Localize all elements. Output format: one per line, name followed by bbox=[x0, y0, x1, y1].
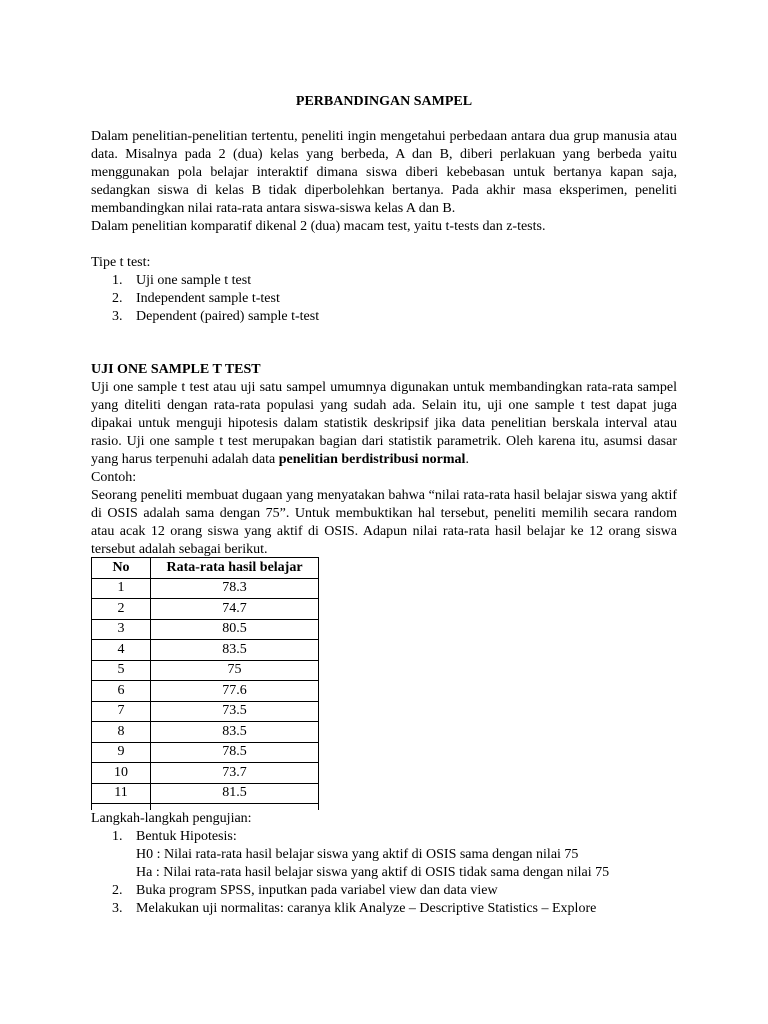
list-item: 1. Bentuk Hipotesis: bbox=[112, 829, 237, 844]
bold-phrase: penelitian berdistribusi normal bbox=[278, 452, 466, 467]
table-row: 3 80.5 bbox=[92, 619, 319, 640]
column-header: Rata-rata hasil belajar bbox=[151, 558, 319, 579]
table-row: 2 74.7 bbox=[92, 599, 319, 620]
table-border-stub bbox=[91, 803, 92, 810]
types-label: Tipe t test: bbox=[91, 255, 151, 270]
list-item: 3. Melakukan uji normalitas: caranya klik Analyze – Descriptive Statistics – Explore bbox=[112, 901, 597, 916]
list-item: 3. Dependent (paired) sample t-test bbox=[112, 309, 320, 324]
list-item: 2. Buka program SPSS, inputkan pada variabel view dan data view bbox=[112, 883, 498, 898]
column-header: No bbox=[92, 558, 151, 579]
intro-paragraph-2: Dalam penelitian komparatif dikenal 2 (dua) macam test, yaitu t-tests dan z-tests. bbox=[91, 219, 546, 234]
list-item: 1. Uji one sample t test bbox=[112, 273, 252, 288]
table-row: 10 73.7 bbox=[92, 763, 319, 784]
section-heading: UJI ONE SAMPLE T TEST bbox=[91, 362, 261, 377]
table-row: 1 78.3 bbox=[92, 578, 319, 599]
page-title: PERBANDINGAN SAMPEL bbox=[295, 94, 473, 109]
table-row: 8 83.5 bbox=[92, 722, 319, 743]
hypothesis-h0: H0 : Nilai rata-rata hasil belajar siswa yang aktif di OSIS sama dengan nilai 75 bbox=[136, 847, 579, 862]
contoh-label: Contoh: bbox=[91, 470, 137, 485]
section-paragraph: Uji one sample t test atau uji satu sampel umumnya digunakan untuk membandingkan rata-rata sampel yang diteliti dengan rata-rata populasi yang sudah ada. Selain itu, uji one sample t test dapat juga dipakai untuk menguji hipotesis dalam statistik deskripsif jika data penelitian berskala interval atau rasio. Uji one sample t test merupakan bagian dari statistik parametrik. Oleh karena itu, asumsi dasar yang harus terpenuhi adalah data penelitian berdistribusi normal. bbox=[91, 380, 677, 467]
table-row: 5 75 bbox=[92, 660, 319, 681]
steps-list bbox=[112, 828, 237, 846]
data-table bbox=[91, 557, 319, 804]
table-border-stub bbox=[318, 803, 319, 810]
table-row: 11 81.5 bbox=[92, 783, 319, 804]
table-row: 9 78.5 bbox=[92, 742, 319, 763]
example-paragraph: Seorang peneliti membuat dugaan yang menyatakan bahwa “nilai rata-rata hasil belajar siswa yang aktif di OSIS adalah sama dengan 75”. Untuk membuktikan hal tersebut, peneliti memilih secara random atau acak 12 orang siswa yang aktif di OSIS. Adapun nilai rata-rata hasil belajar ke 12 orang siswa tersebut adalah sebagai berikut. bbox=[91, 488, 677, 557]
steps-label: Langkah-langkah pengujian: bbox=[91, 811, 252, 826]
table-row: 4 83.5 bbox=[92, 640, 319, 661]
table-row: 6 77.6 bbox=[92, 681, 319, 702]
table-border-stub bbox=[150, 803, 151, 810]
steps-list-continued bbox=[112, 882, 596, 918]
hypothesis-ha: Ha : Nilai rata-rata hasil belajar siswa yang aktif di OSIS tidak sama dengan nilai 75 bbox=[136, 865, 610, 880]
types-list bbox=[112, 272, 319, 326]
list-item: 2. Independent sample t-test bbox=[112, 291, 280, 306]
table-header-row bbox=[92, 558, 319, 579]
intro-paragraph: Dalam penelitian-penelitian tertentu, peneliti ingin mengetahui perbedaan antara dua grup manusia atau data. Misalnya pada 2 (dua) kelas yang berbeda, A dan B, diberi perlakuan yang berbeda yaitu menggunakan pola belajar interaktif dimana siswa diberi kebebasan untuk bertanya kapan saja, sedangkan siswa di kelas B tidak diperbolehkan bertanya. Pada akhir masa eksperimen, peneliti membandingkan nilai rata-rata antara siswa-siswa kelas A dan B. bbox=[91, 129, 677, 216]
table-row: 7 73.5 bbox=[92, 701, 319, 722]
